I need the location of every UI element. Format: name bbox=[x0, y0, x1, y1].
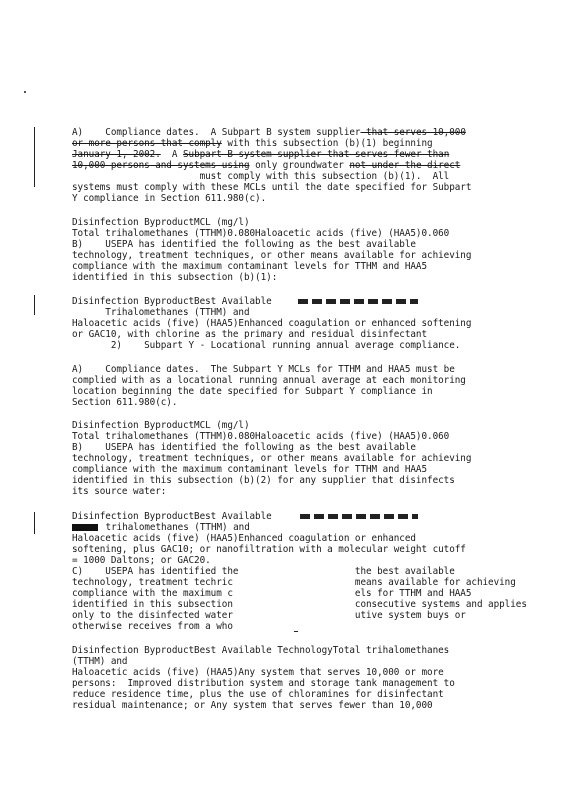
text-line: residual maintenance; or Any system that serves fewer than 10,000 bbox=[72, 700, 433, 711]
text-line bbox=[72, 150, 449, 160]
text-line: 2) Subpart Y - Locational running annual average compliance. bbox=[72, 340, 461, 351]
text-line bbox=[72, 523, 250, 533]
text-line: softening, plus GAC10; or nanofiltration with a molecular weight cutoff bbox=[72, 544, 466, 555]
text-line: identified in this subsection (b)(1): bbox=[72, 272, 278, 283]
text-line: compliance with the maximum c els for TTHM and HAA5 bbox=[72, 588, 472, 599]
text-line: reduce residence time, plus the use of chloramines for disinfectant bbox=[72, 689, 444, 700]
text-line bbox=[72, 139, 433, 149]
text-line: = 1000 Daltons; or GAC20. bbox=[72, 555, 211, 566]
text-segment: A bbox=[160, 149, 183, 160]
text-segment: trihalomethanes (TTHM) and bbox=[100, 522, 250, 533]
text-line: Disinfection ByproductBest Available bbox=[72, 296, 272, 307]
text-line: Total trihalomethanes (TTHM)0.080Haloacetic acids (five) (HAA5)0.060 bbox=[72, 228, 450, 239]
redaction-mark bbox=[298, 299, 418, 304]
struck-text: January 1, 2002. bbox=[72, 149, 161, 160]
text-line: Disinfection ByproductBest Available TechnologyTotal trihalomethanes bbox=[72, 645, 450, 656]
text-line: Disinfection ByproductMCL (mg/l) bbox=[72, 420, 250, 431]
struck-text: not under the direct bbox=[349, 160, 461, 171]
text-line: identified in this subsection (b)(2) for any supplier that disinfects bbox=[72, 475, 455, 486]
text-line: technology, treatment techric means available for achieving bbox=[72, 577, 516, 588]
text-line: systems must comply with these MCLs until the date specified for Subpart bbox=[72, 182, 472, 193]
text-line: its source water: bbox=[72, 486, 167, 497]
text-line: otherwise receives from a who bbox=[72, 621, 233, 632]
scan-mark bbox=[294, 631, 298, 632]
text-line: C) USEPA has identified the the best available bbox=[72, 566, 455, 577]
text-line: Trihalomethanes (TTHM) and bbox=[72, 307, 250, 318]
redaction-box bbox=[72, 524, 98, 531]
text-line bbox=[72, 161, 460, 171]
text-line: B) USEPA has identified the following as the best available bbox=[72, 442, 416, 453]
text-line: technology, treatment techniques, or other means available for achieving bbox=[72, 453, 472, 464]
struck-text: or more persons that comply bbox=[72, 138, 222, 149]
change-bar bbox=[34, 127, 35, 187]
text-line: must comply with this subsection (b)(1). All bbox=[72, 171, 450, 182]
text-line: Total trihalomethanes (TTHM)0.080Haloacetic acids (five) (HAA5)0.060 bbox=[72, 431, 450, 442]
text-line: technology, treatment techniques, or other means available for achieving bbox=[72, 250, 472, 261]
text-line: Y compliance in Section 611.980(c). bbox=[72, 193, 267, 204]
text-line: Disinfection ByproductMCL (mg/l) bbox=[72, 217, 250, 228]
text-line: persons: Improved distribution system and storage tank management to bbox=[72, 678, 455, 689]
text-line: or GAC10, with chlorine as the primary and residual disinfectant bbox=[72, 329, 428, 340]
change-bar bbox=[34, 512, 35, 534]
change-bar bbox=[34, 295, 35, 315]
struck-text: that serves 10,000 bbox=[360, 127, 466, 138]
text-line: Haloacetic acids (five) (HAA5)Enhanced coagulation or enhanced softening bbox=[72, 318, 472, 329]
redaction-mark bbox=[300, 514, 418, 519]
text-line: Section 611.980(c). bbox=[72, 397, 178, 408]
text-line: identified in this subsection consecutive systems and applies bbox=[72, 599, 527, 610]
text-line bbox=[72, 128, 466, 138]
text-segment: only groundwater bbox=[249, 160, 350, 171]
text-line: only to the disinfected water utive system buys or bbox=[72, 610, 466, 621]
text-line: Disinfection ByproductBest Available bbox=[72, 511, 272, 522]
struck-text: Subpart B system supplier that serves fewer than bbox=[182, 149, 450, 160]
text-line: A) Compliance dates. The Subpart Y MCLs for TTHM and HAA5 must be bbox=[72, 364, 455, 375]
text-line: B) USEPA has identified the following as the best available bbox=[72, 239, 416, 250]
text-line: Haloacetic acids (five) (HAA5)Enhanced coagulation or enhanced bbox=[72, 533, 416, 544]
struck-text: 10,000 persons and systems using bbox=[72, 160, 250, 171]
text-segment: with this subsection (b)(1) beginning bbox=[221, 138, 433, 149]
text-line: (TTHM) and bbox=[72, 656, 128, 667]
text-line: location beginning the date specified for Subpart Y compliance in bbox=[72, 386, 433, 397]
text-segment: A) Compliance dates. A Subpart B system supplier bbox=[72, 127, 361, 138]
text-line: Haloacetic acids (five) (HAA5)Any system that serves 10,000 or more bbox=[72, 667, 444, 678]
text-line: compliance with the maximum contaminant levels for TTHM and HAA5 bbox=[72, 261, 428, 272]
text-line: compliance with the maximum contaminant levels for TTHM and HAA5 bbox=[72, 464, 428, 475]
scan-speck bbox=[24, 91, 26, 93]
text-line: complied with as a locational running annual average at each monitoring bbox=[72, 375, 466, 386]
